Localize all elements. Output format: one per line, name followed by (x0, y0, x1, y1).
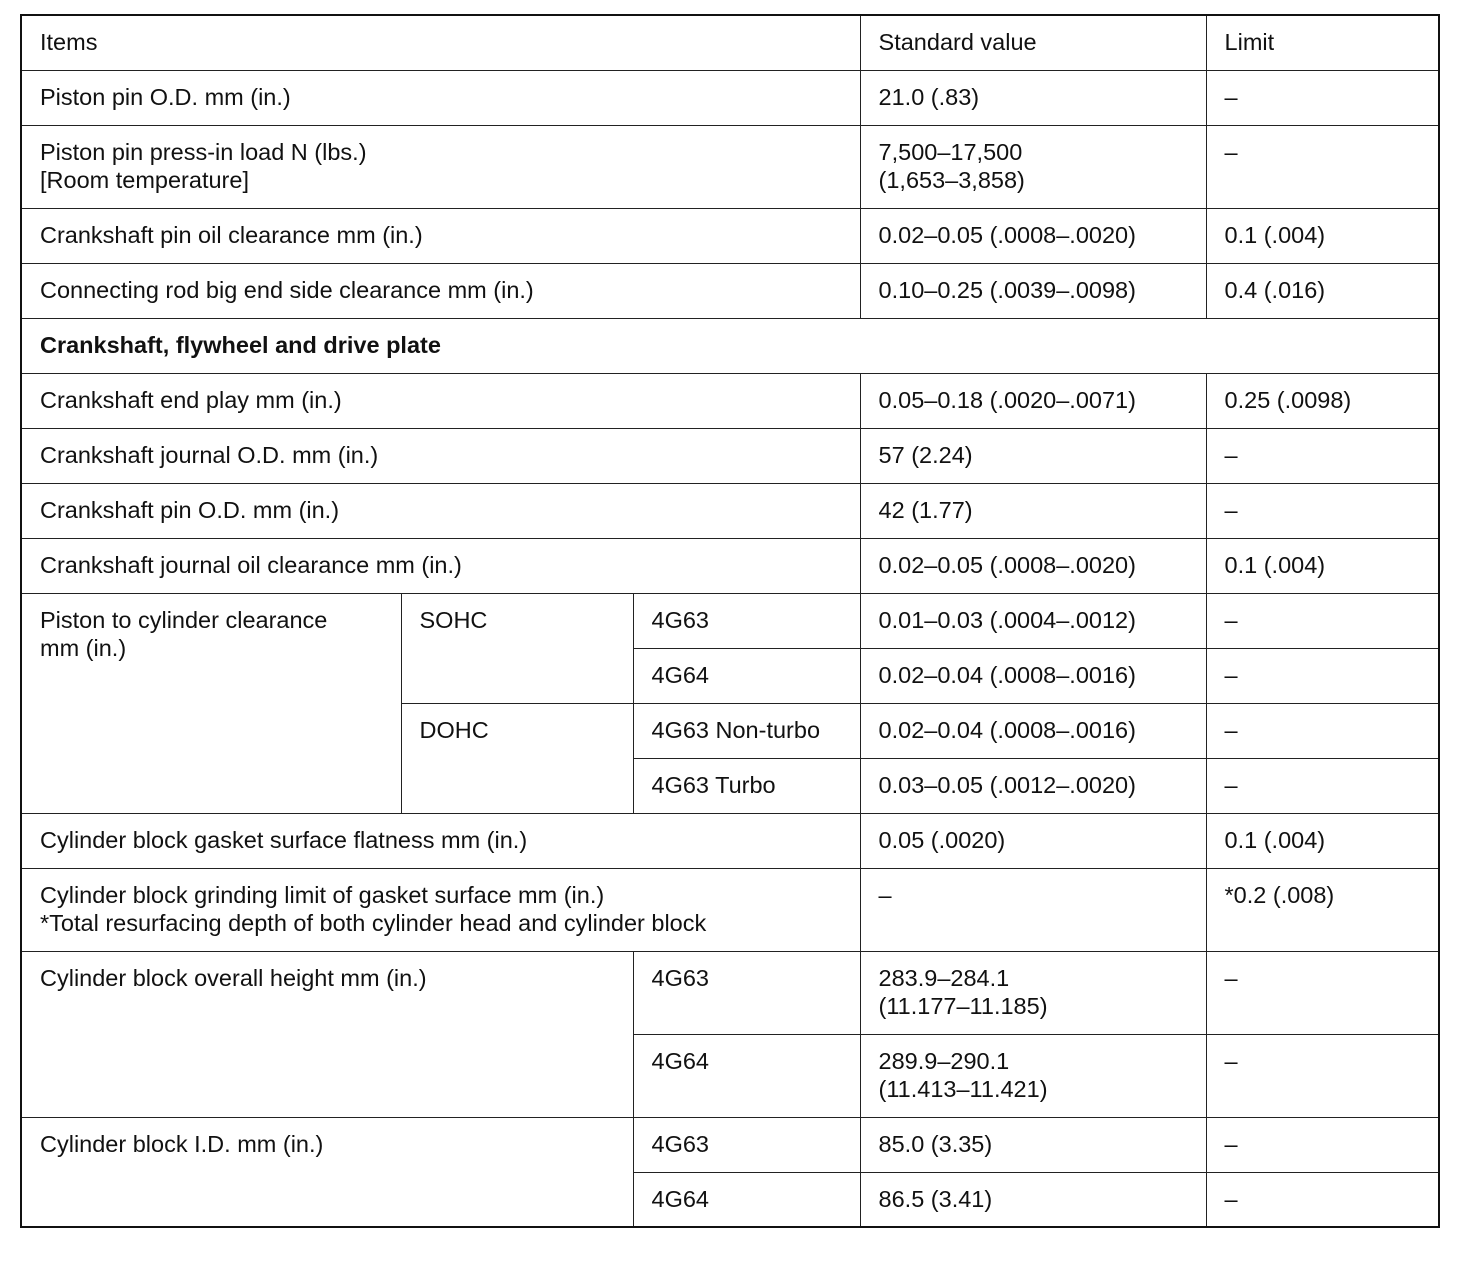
model-cell: 4G63 (633, 593, 860, 648)
table-row (21, 483, 1439, 538)
limit-cell: 0.4 (.016) (1206, 263, 1439, 318)
standard-cell: 0.10–0.25 (.0039–.0098) (860, 263, 1206, 318)
item-footnote: *Total resurfacing depth of both cylinder head and cylinder block (40, 909, 707, 936)
item-cell: Connecting rod big end side clearance mm (in.) (21, 263, 860, 318)
engine-type-cell: DOHC (401, 703, 633, 813)
model-cell: 4G64 (633, 648, 860, 703)
standard-cell (860, 951, 1206, 1034)
limit-cell: 0.1 (.004) (1206, 538, 1439, 593)
standard-cell: 0.02–0.05 (.0008–.0020) (860, 208, 1206, 263)
limit-cell: 0.25 (.0098) (1206, 373, 1439, 428)
standard-cell: 0.02–0.05 (.0008–.0020) (860, 538, 1206, 593)
standard-cell: 0.03–0.05 (.0012–.0020) (860, 758, 1206, 813)
table-row (21, 1117, 1439, 1172)
item-cell (21, 593, 401, 813)
standard-cell: – (860, 868, 1206, 951)
table-row (21, 538, 1439, 593)
standard-cell: 0.02–0.04 (.0008–.0016) (860, 648, 1206, 703)
engine-type-cell: SOHC (401, 593, 633, 703)
limit-cell: – (1206, 951, 1439, 1034)
table-row (21, 70, 1439, 125)
standard-cell (860, 125, 1206, 208)
limit-cell: – (1206, 483, 1439, 538)
standard-line: (11.177–11.185) (878, 992, 1048, 1019)
item-cell: Crankshaft journal O.D. mm (in.) (21, 428, 860, 483)
limit-cell: 0.1 (.004) (1206, 208, 1439, 263)
limit-cell: – (1206, 1034, 1439, 1117)
item-cell: Crankshaft journal oil clearance mm (in.) (21, 538, 860, 593)
standard-cell: 0.05 (.0020) (860, 813, 1206, 868)
standard-line: (1,653–3,858) (878, 166, 1025, 193)
model-cell: 4G63 (633, 1117, 860, 1172)
item-cell (21, 868, 860, 951)
standard-cell: 42 (1.77) (860, 483, 1206, 538)
item-line: Cylinder block grinding limit of gasket surface mm (in.) (40, 881, 605, 908)
standard-cell: 21.0 (.83) (860, 70, 1206, 125)
standard-line: 283.9–284.1 (878, 964, 1010, 991)
table-row (21, 373, 1439, 428)
model-cell: 4G63 Turbo (633, 758, 860, 813)
table-row (21, 813, 1439, 868)
item-cell: Crankshaft end play mm (in.) (21, 373, 860, 428)
table-row (21, 208, 1439, 263)
item-cell: Cylinder block gasket surface flatness mm (in.) (21, 813, 860, 868)
table-row (21, 951, 1439, 1034)
limit-cell: 0.1 (.004) (1206, 813, 1439, 868)
item-cell: Cylinder block overall height mm (in.) (21, 951, 633, 1117)
table-row (21, 593, 1439, 648)
item-line: mm (in.) (40, 634, 127, 661)
standard-line: 7,500–17,500 (878, 138, 1023, 165)
table-row (21, 428, 1439, 483)
limit-cell: – (1206, 593, 1439, 648)
item-cell: Crankshaft pin oil clearance mm (in.) (21, 208, 860, 263)
section-heading: Crankshaft, flywheel and drive plate (21, 318, 1439, 373)
model-cell: 4G63 Non-turbo (633, 703, 860, 758)
item-line: Piston to cylinder clearance (40, 606, 328, 633)
model-cell: 4G64 (633, 1034, 860, 1117)
item-cell (21, 125, 860, 208)
standard-cell: 85.0 (3.35) (860, 1117, 1206, 1172)
limit-cell: – (1206, 758, 1439, 813)
limit-cell: *0.2 (.008) (1206, 868, 1439, 951)
limit-cell: – (1206, 70, 1439, 125)
standard-cell: 0.02–0.04 (.0008–.0016) (860, 703, 1206, 758)
limit-cell: – (1206, 1117, 1439, 1172)
limit-cell: – (1206, 1172, 1439, 1227)
standard-cell: 0.05–0.18 (.0020–.0071) (860, 373, 1206, 428)
table-row (21, 125, 1439, 208)
standard-cell (860, 1034, 1206, 1117)
item-cell: Piston pin O.D. mm (in.) (21, 70, 860, 125)
standard-line: 289.9–290.1 (878, 1047, 1010, 1074)
header-standard-value: Standard value (860, 15, 1206, 70)
table-row (21, 263, 1439, 318)
model-cell: 4G64 (633, 1172, 860, 1227)
limit-cell: – (1206, 428, 1439, 483)
standard-cell: 0.01–0.03 (.0004–.0012) (860, 593, 1206, 648)
section-row (21, 318, 1439, 373)
header-limit: Limit (1206, 15, 1439, 70)
item-line: [Room temperature] (40, 166, 249, 193)
standard-line: (11.413–11.421) (878, 1075, 1048, 1102)
header-items: Items (21, 15, 860, 70)
spec-table (20, 14, 1440, 1228)
model-cell: 4G63 (633, 951, 860, 1034)
item-line: Piston pin press-in load N (lbs.) (40, 138, 367, 165)
limit-cell: – (1206, 125, 1439, 208)
item-cell: Cylinder block I.D. mm (in.) (21, 1117, 633, 1227)
header-row (21, 15, 1439, 70)
table-row (21, 868, 1439, 951)
standard-cell: 57 (2.24) (860, 428, 1206, 483)
item-cell: Crankshaft pin O.D. mm (in.) (21, 483, 860, 538)
limit-cell: – (1206, 648, 1439, 703)
standard-cell: 86.5 (3.41) (860, 1172, 1206, 1227)
limit-cell: – (1206, 703, 1439, 758)
